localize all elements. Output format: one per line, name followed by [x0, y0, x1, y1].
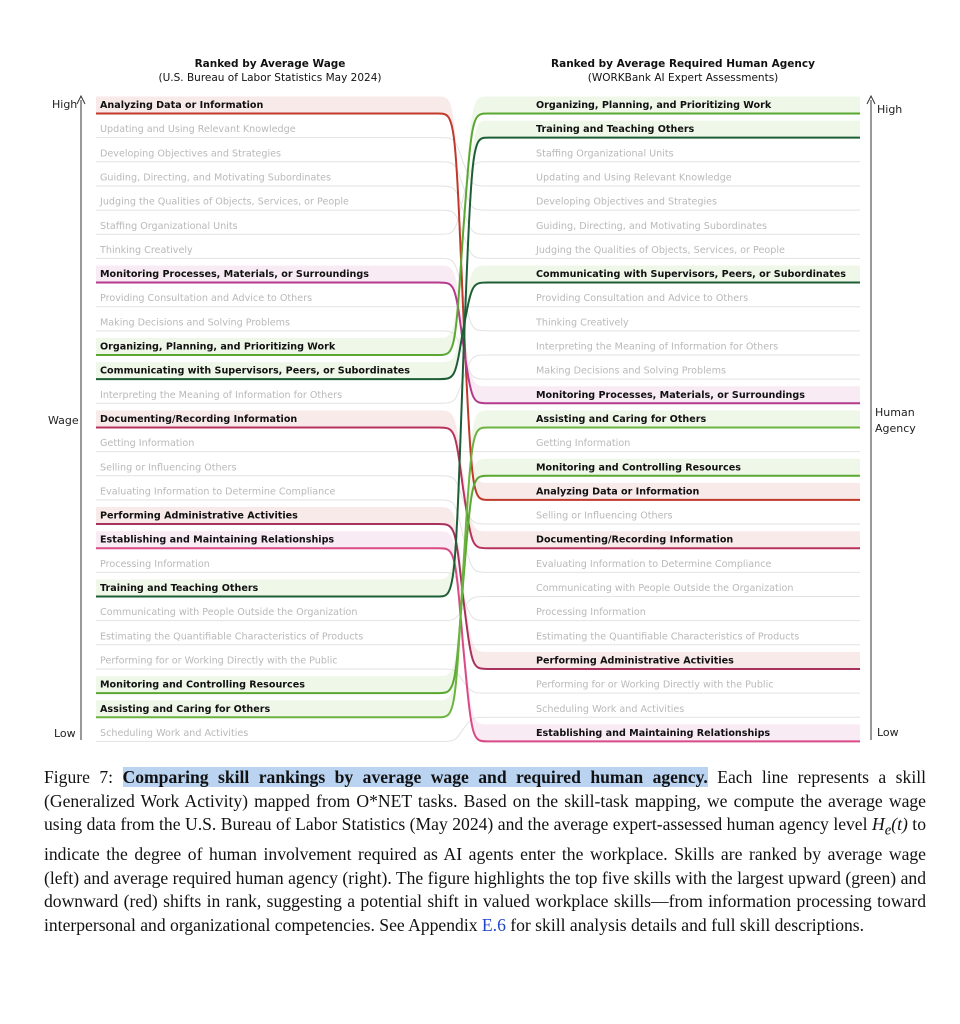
left-label: Monitoring and Controlling Resources — [100, 679, 305, 691]
left-axis-title: Wage — [48, 414, 79, 427]
left-label: Assisting and Caring for Others — [100, 703, 271, 715]
right-label: Estimating the Quantifiable Characteristics of Products — [536, 631, 800, 643]
right-label: Organizing, Planning, and Prioritizing Work — [536, 100, 772, 111]
right-label: Assisting and Caring for Others — [536, 413, 707, 425]
left-label: Getting Information — [100, 438, 195, 450]
right-label: Communicating with Supervisors, Peers, or Subordinates — [536, 269, 846, 281]
right-label: Selling or Influencing Others — [536, 510, 673, 522]
caption-math — [871, 814, 908, 839]
caption-math-symbol: H — [871, 814, 885, 835]
right-axis-title-line2: Agency — [875, 422, 916, 435]
caption-text-3: for skill analysis details and full skill descriptions. — [505, 915, 865, 936]
right-label: Guiding, Directing, and Motivating Subordinates — [536, 220, 768, 232]
right-label: Providing Consultation and Advice to Others — [536, 293, 749, 305]
right-axis-low: Low — [877, 726, 899, 739]
left-label: Providing Consultation and Advice to Others — [100, 293, 313, 305]
right-label: Making Decisions and Solving Problems — [536, 365, 726, 377]
left-label: Evaluating Information to Determine Compliance — [100, 486, 336, 498]
right-label: Judging the Qualities of Objects, Services, or People — [536, 244, 785, 256]
appendix-link[interactable]: E.6 — [481, 915, 506, 936]
band-monitoring-processes-materials-or-surroundings — [96, 266, 860, 404]
left-label: Interpreting the Meaning of Information for Others — [100, 389, 343, 401]
left-header-title: Ranked by Average Wage — [194, 58, 346, 70]
right-label: Thinking Creatively — [536, 317, 629, 329]
right-label: Getting Information — [536, 438, 631, 450]
right-label: Developing Objectives and Strategies — [536, 196, 718, 208]
right-axis-title-line1: Human — [875, 406, 915, 419]
right-header-subtitle: (WORKBank AI Expert Assessments) — [587, 72, 779, 84]
right-label: Updating and Using Relevant Knowledge — [536, 172, 732, 184]
right-label: Monitoring Processes, Materials, or Surroundings — [536, 389, 805, 401]
right-header-title: Ranked by Average Required Human Agency — [551, 58, 815, 70]
caption-text-1: Each line represents a skill (Generalized Work Activity) mapped from O*NET tasks. Based on the skill-task mapping, we compute the average wage using data from the U.S. Bureau of Labor Statistics (May 2024) and the average expert-assessed human agency level — [44, 767, 926, 835]
left-label: Estimating the Quantifiable Characteristics of Products — [100, 631, 364, 643]
right-label: Monitoring and Controlling Resources — [536, 462, 741, 474]
caption-math-arg: (t) — [891, 814, 908, 835]
left-label: Selling or Influencing Others — [100, 462, 237, 474]
left-label: Processing Information — [100, 558, 210, 570]
caption-text-2: to indicate the degree of human involvement required as AI agents enter the workplace. Skills are ranked by average wage (left) and average required human agency (right). The figure highlights the top five skills with the largest upward (green) and downward (red) shifts in rank, suggesting a potential shift in valued workplace skills—from information processing toward interpersonal and organizational competencies. See Appendix — [44, 814, 926, 936]
left-label: Training and Teaching Others — [100, 583, 259, 594]
right-label: Performing Administrative Activities — [536, 655, 734, 667]
right-label: Performing for or Working Directly with the Public — [536, 679, 774, 691]
right-label: Training and Teaching Others — [536, 124, 695, 136]
left-label: Performing Administrative Activities — [100, 510, 298, 522]
left-axis-high: High — [52, 98, 78, 111]
right-axis-high: High — [877, 103, 903, 116]
band-training-and-teaching-others — [96, 121, 860, 597]
left-label: Monitoring Processes, Materials, or Surroundings — [100, 269, 369, 281]
left-label: Updating and Using Relevant Knowledge — [100, 124, 296, 136]
right-label: Analyzing Data or Information — [536, 486, 700, 498]
left-label: Making Decisions and Solving Problems — [100, 317, 290, 329]
left-label: Performing for or Working Directly with the Public — [100, 655, 338, 667]
left-label: Establishing and Maintaining Relationships — [100, 534, 335, 546]
right-label: Processing Information — [536, 607, 646, 619]
left-label: Organizing, Planning, and Prioritizing Work — [100, 341, 336, 353]
right-label: Establishing and Maintaining Relationships — [536, 727, 771, 739]
right-label: Evaluating Information to Determine Compliance — [536, 558, 772, 570]
caption-math-sub: e — [884, 822, 892, 839]
left-label: Communicating with Supervisors, Peers, or Subordinates — [100, 365, 410, 377]
left-label: Judging the Qualities of Objects, Services, or People — [100, 196, 349, 208]
caption-label: Figure 7: — [44, 767, 114, 787]
left-axis-low: Low — [54, 727, 76, 740]
left-label: Thinking Creatively — [100, 244, 193, 256]
right-label: Staffing Organizational Units — [536, 148, 674, 160]
left-label: Staffing Organizational Units — [100, 220, 238, 232]
left-header-subtitle: (U.S. Bureau of Labor Statistics May 2024) — [158, 72, 382, 84]
right-label: Documenting/Recording Information — [536, 534, 734, 546]
left-label: Scheduling Work and Activities — [100, 727, 249, 739]
left-label: Communicating with People Outside the Organization — [100, 607, 358, 619]
caption-title: Comparing skill rankings by average wage and required human agency. — [122, 767, 708, 787]
right-label: Scheduling Work and Activities — [536, 703, 685, 715]
left-label: Documenting/Recording Information — [100, 413, 298, 425]
figure-caption — [44, 766, 926, 938]
right-label: Communicating with People Outside the Organization — [536, 583, 794, 594]
left-label: Developing Objectives and Strategies — [100, 148, 282, 160]
left-label: Guiding, Directing, and Motivating Subordinates — [100, 172, 332, 184]
left-label: Analyzing Data or Information — [100, 100, 264, 111]
right-label: Interpreting the Meaning of Information for Others — [536, 341, 779, 353]
